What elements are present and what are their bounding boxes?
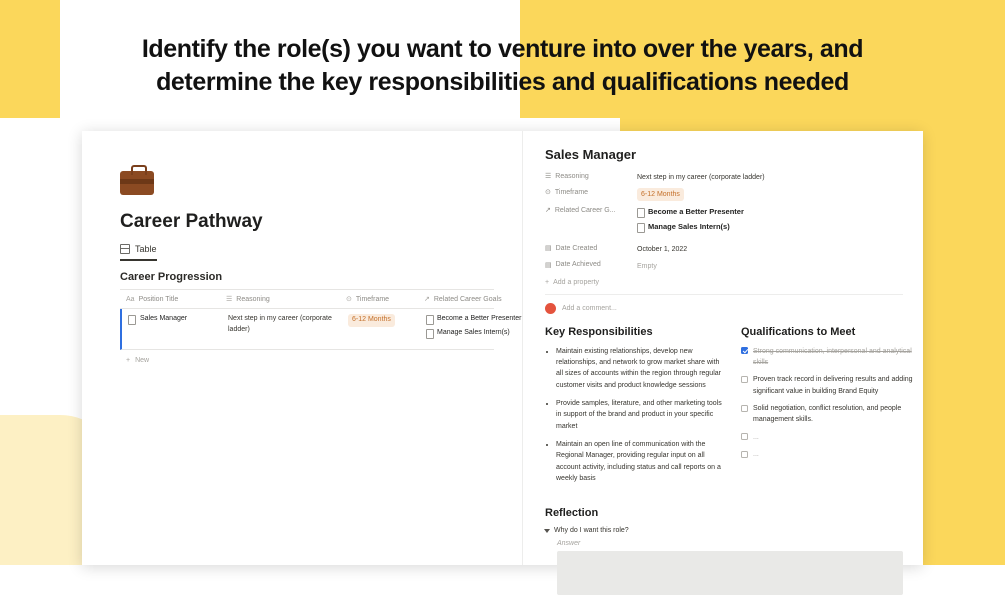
key-responsibilities-list: [545, 346, 723, 485]
headline-line-1: Identify the role(s) you want to venture into over the years, and: [141, 35, 864, 63]
reflection-toggle[interactable]: [545, 527, 903, 534]
qualification-label: Strong communication, interpersonal and analytical skills: [753, 347, 912, 367]
chevron-down-icon[interactable]: [544, 529, 550, 533]
related-goal-label: Manage Sales Intern(s): [648, 222, 730, 232]
text-icon: ☰: [545, 173, 552, 180]
headline: [0, 33, 1005, 99]
qualification-item[interactable]: [741, 346, 919, 369]
related-goal-label: Manage Sales Intern(s): [437, 329, 510, 336]
property-key: [545, 261, 637, 269]
headline-line-2: determine the key responsibilities and qualifications needed: [156, 68, 849, 96]
calendar-icon: ▤: [545, 261, 552, 269]
add-property-button[interactable]: [545, 279, 903, 286]
database-pane: [82, 131, 523, 565]
database-title: Career Progression: [120, 271, 223, 283]
page-title: Career Pathway: [120, 211, 263, 232]
reflection-heading: Reflection: [545, 507, 599, 520]
property-key-label: Timeframe: [554, 188, 589, 196]
checkbox-icon[interactable]: [741, 405, 748, 412]
related-goal-label: Become a Better Presenter: [648, 207, 744, 217]
property-key: [545, 188, 637, 196]
page-icon: [426, 315, 434, 325]
related-goal-label: Become a Better Presenter: [437, 315, 522, 322]
column-header-label: Reasoning: [236, 295, 270, 303]
qualification-label: ...: [753, 433, 759, 441]
timeframe-pill: 6-12 Months: [637, 188, 684, 201]
content-columns: [545, 325, 913, 492]
column-header-label: Position Title: [138, 295, 179, 303]
reflection-answer-box[interactable]: [557, 551, 903, 595]
column-header-timeframe[interactable]: [340, 290, 418, 308]
tab-table[interactable]: [120, 244, 157, 261]
qualification-item[interactable]: [741, 449, 919, 460]
select-icon: ⊙: [545, 189, 551, 197]
property-key-label: Date Created: [555, 244, 598, 252]
property-related-goals[interactable]: [545, 206, 903, 236]
detail-pane: [523, 131, 923, 565]
qualification-item[interactable]: [741, 432, 919, 443]
app-screenshot-card: [82, 131, 922, 565]
qualification-item[interactable]: [741, 403, 919, 426]
property-value[interactable]: [637, 206, 744, 236]
text-icon: ☰: [226, 296, 233, 303]
checkbox-icon[interactable]: [741, 347, 748, 354]
reflection-section: [545, 507, 903, 595]
related-goal-link[interactable]: [637, 221, 744, 233]
page-icon: [637, 208, 645, 218]
avatar: [545, 303, 556, 314]
list-item: • Maintain existing relationships, develop new relationships, and network to grow market share with all sizes of accounts within the region through regular customer visits and product knowledge sessions: [556, 346, 723, 391]
column-header-label: Related Career Goals: [433, 295, 502, 303]
cell-text: Sales Manager: [140, 315, 188, 322]
property-value[interactable]: October 1, 2022: [637, 246, 688, 254]
new-row-label: New: [135, 357, 150, 364]
property-key-label: Date Achieved: [555, 261, 601, 269]
checkbox-icon[interactable]: [741, 433, 748, 440]
checkbox-icon[interactable]: [741, 376, 748, 383]
cell-timeframe[interactable]: [342, 309, 420, 349]
cell-position-title[interactable]: [122, 309, 222, 349]
cell-related-goals[interactable]: [420, 309, 528, 349]
key-responsibilities-column: [545, 326, 723, 492]
table-header-row: [120, 290, 502, 309]
list-item: • Provide samples, literature, and other marketing tools in support of the brand and product in your specific market: [556, 398, 723, 432]
column-header-related-goals[interactable]: [418, 290, 526, 308]
property-value[interactable]: Next step in my career (corporate ladder): [637, 174, 765, 181]
property-reasoning[interactable]: [545, 172, 903, 183]
page-icon: [637, 223, 645, 233]
table-row[interactable]: [120, 309, 522, 350]
cell-reasoning[interactable]: Next step in my career (corporate ladder): [228, 315, 332, 333]
property-date-created[interactable]: [545, 244, 903, 255]
property-list: [545, 172, 903, 286]
comment-placeholder: Add a comment...: [562, 304, 617, 312]
property-value[interactable]: [637, 188, 684, 201]
briefcase-icon: [120, 165, 154, 195]
database-table: [120, 289, 522, 371]
property-value[interactable]: Empty: [637, 262, 657, 270]
add-property-label: Add a property: [553, 278, 600, 286]
timeframe-pill: 6-12 Months: [348, 314, 395, 327]
qualifications-heading: Qualifications to Meet: [741, 325, 856, 338]
property-key: [545, 172, 637, 180]
page-icon: [426, 329, 434, 339]
column-header-reasoning[interactable]: [220, 290, 340, 308]
comment-input-row[interactable]: [545, 294, 903, 314]
property-key: [545, 206, 637, 214]
title-type-icon: Aa: [126, 295, 135, 303]
qualification-label: Solid negotiation, conflict resolution, and people management skills.: [753, 405, 902, 424]
table-icon: [120, 244, 130, 254]
select-icon: ⊙: [346, 296, 352, 303]
property-key: [545, 244, 637, 252]
relation-icon: ↗: [424, 296, 430, 303]
qualification-item[interactable]: [741, 374, 919, 397]
column-header-label: Timeframe: [355, 295, 390, 303]
checkbox-icon[interactable]: [741, 451, 748, 458]
plus-icon: +: [545, 278, 550, 286]
property-timeframe[interactable]: [545, 188, 903, 201]
calendar-icon: ▤: [545, 245, 552, 253]
related-goal-item[interactable]: [426, 328, 522, 339]
related-goal-link[interactable]: [637, 206, 744, 218]
detail-title: Sales Manager: [545, 147, 637, 162]
property-date-achieved[interactable]: [545, 261, 903, 272]
reflection-toggle-label: Why do I want this role?: [554, 527, 629, 535]
key-responsibilities-heading: Key Responsibilities: [545, 325, 653, 338]
reflection-answer-label: Answer: [557, 540, 581, 548]
plus-icon: +: [126, 357, 131, 364]
page-icon: [128, 315, 136, 325]
column-header-position-title[interactable]: [120, 290, 220, 308]
qualifications-column: [741, 326, 919, 492]
property-key-label: Related Career G...: [554, 206, 616, 214]
new-row-button[interactable]: [120, 350, 494, 371]
related-goal-item[interactable]: [426, 314, 522, 325]
property-key-label: Reasoning: [555, 172, 589, 180]
relation-icon: ↗: [545, 207, 551, 215]
list-item: • Maintain an open line of communication with the Regional Manager, providing regular input on all account activity, including status and call reports on a weekly basis: [556, 439, 723, 484]
qualification-label: ...: [753, 451, 759, 459]
qualification-label: Proven track record in delivering results and adding significant value in building Brand Equity: [753, 376, 913, 395]
tab-table-label: Table: [135, 244, 157, 254]
